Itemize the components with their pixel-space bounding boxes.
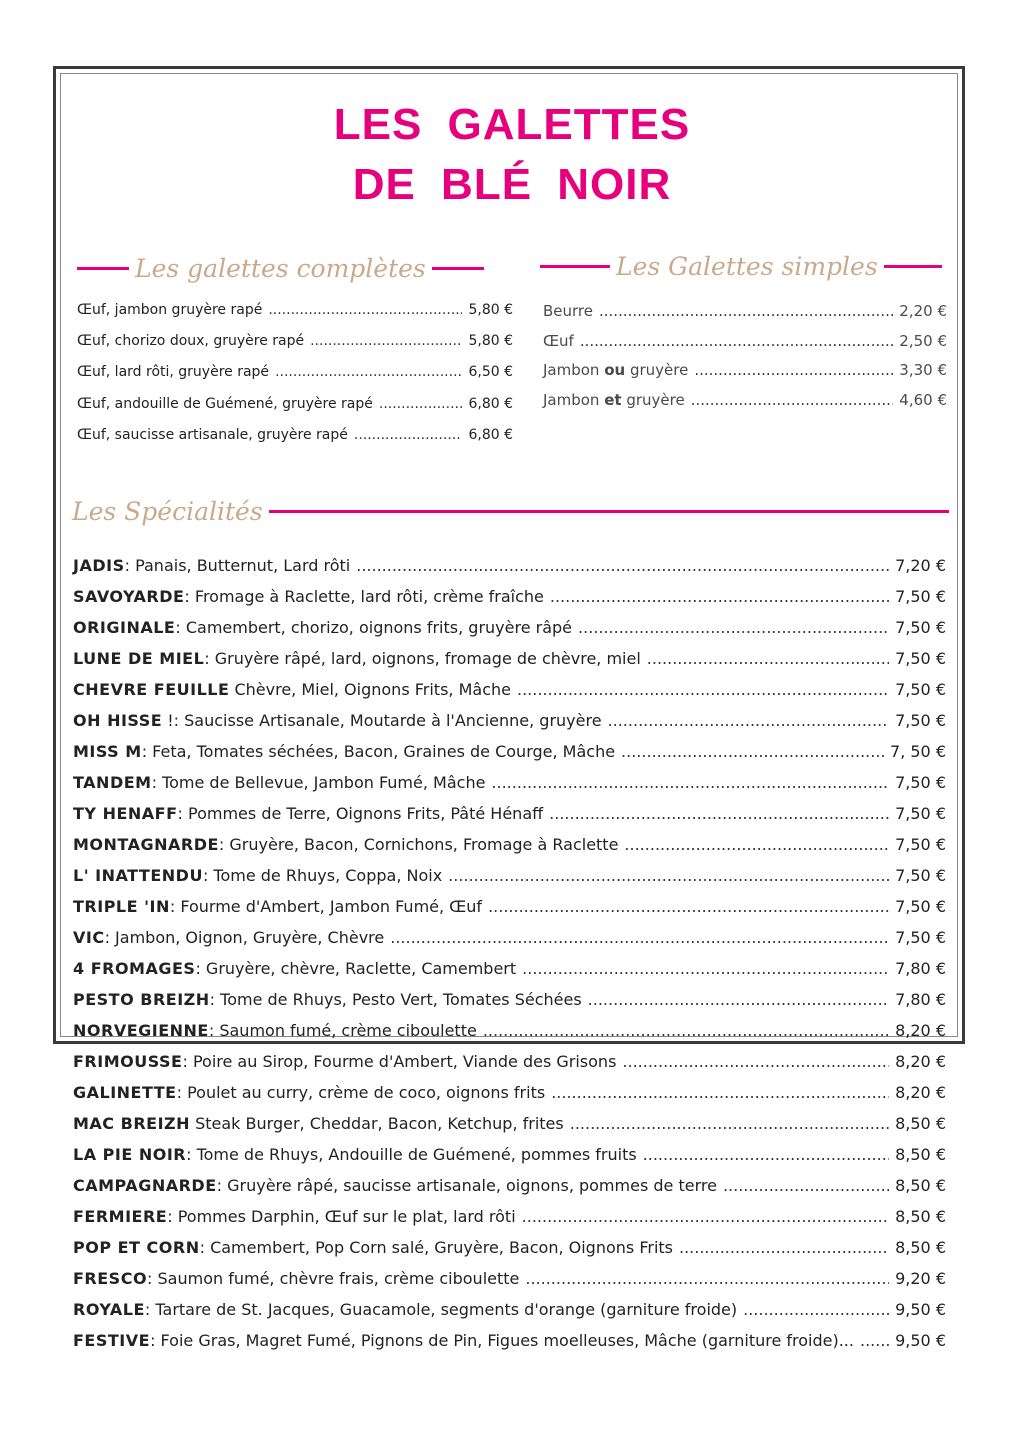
- specialty-row: [73, 959, 946, 990]
- specialty-description: !: Saucisse Artisanale, Moutarde à l'Ancienne, gruyère: [162, 711, 602, 730]
- section-heading-special: [72, 497, 949, 526]
- specialty-label: [73, 1114, 564, 1133]
- specialty-price: 7,50 €: [895, 835, 946, 854]
- specialty-row: [73, 897, 946, 928]
- dot-leader: [522, 1207, 889, 1226]
- specialty-label: [73, 959, 516, 978]
- dot-leader: [522, 959, 889, 978]
- dot-leader: [275, 364, 462, 380]
- specialty-label: [73, 1207, 516, 1226]
- specialty-price: 7,20 €: [895, 556, 946, 575]
- specialty-price: 7,50 €: [895, 897, 946, 916]
- specialty-name: TRIPLE 'IN: [73, 897, 170, 916]
- item-price: 6,50 €: [468, 364, 513, 381]
- simple-item-row: [543, 391, 947, 421]
- specialty-label: [73, 897, 482, 916]
- specialty-price: 7,50 €: [895, 680, 946, 699]
- item-price: 6,80 €: [468, 395, 513, 412]
- dot-leader: [691, 391, 894, 409]
- specialty-row: [73, 1207, 946, 1238]
- specialty-description: : Saumon fumé, crème ciboulette: [208, 1021, 477, 1040]
- heading-rule: [269, 510, 949, 513]
- specialty-description: : Panais, Butternut, Lard rôti: [124, 556, 351, 575]
- specialty-price: 7, 50 €: [890, 742, 946, 761]
- dot-leader: [379, 396, 463, 412]
- specialty-name: MISS M: [73, 742, 142, 761]
- item-label: Œuf, chorizo doux, gruyère rapé: [77, 333, 305, 350]
- specialty-row: [73, 1021, 946, 1052]
- dot-leader: [599, 302, 893, 320]
- specialty-price: 7,50 €: [895, 773, 946, 792]
- specialty-price: 8,50 €: [895, 1114, 946, 1133]
- specialty-row: [73, 928, 946, 959]
- specialty-description: : Gruyère, Bacon, Cornichons, Fromage à Raclette: [218, 835, 619, 854]
- specialty-description: : Saumon fumé, chèvre frais, crème ciboulette: [147, 1269, 520, 1288]
- section-heading-complete-text: Les galettes complètes: [135, 254, 426, 283]
- specialty-price: 7,80 €: [895, 959, 946, 978]
- simple-item-row: [543, 302, 947, 332]
- specialty-row: [73, 1145, 946, 1176]
- specialty-price: 9,50 €: [895, 1300, 946, 1319]
- specialty-name: TANDEM: [73, 773, 152, 792]
- complete-item-row: [77, 333, 513, 364]
- item-label: Œuf, lard rôti, gruyère rapé: [77, 364, 270, 381]
- specialty-price: 7,50 €: [895, 804, 946, 823]
- specialty-row: [73, 990, 946, 1021]
- section-heading-complete: [77, 254, 484, 283]
- specialty-name: CHEVRE FEUILLE: [73, 680, 230, 699]
- complete-item-row: [77, 427, 513, 458]
- specialty-name: PESTO BREIZH: [73, 990, 210, 1009]
- specialty-description: : Tome de Bellevue, Jambon Fumé, Mâche: [151, 773, 486, 792]
- dot-leader: [578, 618, 889, 637]
- dot-leader: [624, 835, 889, 854]
- specialty-description: : Poulet au curry, crème de coco, oignons frits: [176, 1083, 546, 1102]
- item-label: Beurre: [543, 302, 593, 320]
- specialty-description: : Camembert, Pop Corn salé, Gruyère, Bacon, Oignons Frits: [199, 1238, 673, 1257]
- dot-leader: [483, 1021, 889, 1040]
- specialty-label: [73, 1021, 477, 1040]
- specialty-label: [73, 928, 384, 947]
- dot-leader: [570, 1114, 889, 1133]
- specialty-row: [73, 680, 946, 711]
- specialty-name: VIC: [73, 928, 105, 947]
- dot-leader: [580, 332, 893, 350]
- specialty-price: 8,50 €: [895, 1207, 946, 1226]
- dot-leader: [550, 587, 889, 606]
- specialty-description: : Jambon, Oignon, Gruyère, Chèvre: [104, 928, 385, 947]
- specialty-label: [73, 587, 544, 606]
- item-price: 2,20 €: [899, 302, 947, 320]
- specialty-name: LUNE DE MIEL: [73, 649, 205, 668]
- specialty-label: [73, 649, 641, 668]
- dot-leader: [743, 1300, 889, 1319]
- specialty-name: L' INATTENDU: [73, 866, 203, 885]
- dot-leader: [356, 556, 889, 575]
- specialty-name: 4 FROMAGES: [73, 959, 196, 978]
- specialties-list: [73, 556, 946, 1362]
- specialty-row: [73, 1114, 946, 1145]
- specialty-name: NORVEGIENNE: [73, 1021, 209, 1040]
- section-heading-simple: [540, 252, 942, 281]
- complete-galettes-list: [77, 302, 513, 458]
- specialty-price: 9,20 €: [895, 1269, 946, 1288]
- specialty-name: GALINETTE: [73, 1083, 177, 1102]
- specialty-row: [73, 1083, 946, 1114]
- heading-rule: [432, 267, 484, 270]
- item-price: 5,80 €: [468, 333, 513, 350]
- specialty-name: SAVOYARDE: [73, 587, 185, 606]
- specialty-name: JADIS: [73, 556, 125, 575]
- specialty-description: : Poire au Sirop, Fourme d'Ambert, Viande des Grisons: [182, 1052, 617, 1071]
- specialty-price: 7,50 €: [895, 618, 946, 637]
- specialty-row: [73, 773, 946, 804]
- dot-leader: [621, 742, 884, 761]
- specialty-description: : Tartare de St. Jacques, Guacamole, segments d'orange (garniture froide): [144, 1300, 738, 1319]
- item-price: 5,80 €: [468, 302, 513, 318]
- dot-leader: [622, 1052, 889, 1071]
- specialty-row: [73, 618, 946, 649]
- specialty-price: 7,50 €: [895, 711, 946, 730]
- section-heading-simple-text: Les Galettes simples: [616, 252, 878, 281]
- heading-rule: [540, 265, 610, 268]
- specialty-row: [73, 804, 946, 835]
- simple-item-row: [543, 332, 947, 362]
- specialty-price: 7,50 €: [895, 649, 946, 668]
- complete-item-row: [77, 364, 513, 395]
- specialty-row: [73, 742, 946, 773]
- specialty-label: [73, 1331, 854, 1350]
- specialty-name: ORIGINALE: [73, 618, 176, 637]
- dot-leader: [608, 711, 890, 730]
- item-label: Œuf, andouille de Guémené, gruyère rapé: [77, 395, 373, 412]
- specialty-name: FRIMOUSSE: [73, 1052, 183, 1071]
- specialty-price: 8,20 €: [895, 1052, 946, 1071]
- specialty-row: [73, 866, 946, 897]
- specialty-name: FRESCO: [73, 1269, 148, 1288]
- dot-leader: [390, 928, 889, 947]
- specialty-label: [73, 1052, 616, 1071]
- specialty-name: MONTAGNARDE: [73, 835, 219, 854]
- specialty-label: [73, 1238, 673, 1257]
- specialty-label: [73, 1176, 717, 1195]
- menu-title-line2: DE BLÉ NOIR: [352, 160, 672, 209]
- dot-leader: [549, 804, 889, 823]
- section-heading-special-text: Les Spécialités: [72, 497, 263, 526]
- specialty-description: : Pommes de Terre, Oignons Frits, Pâté Hénaff: [177, 804, 544, 823]
- specialty-name: FERMIERE: [73, 1207, 168, 1226]
- specialty-row: [73, 1176, 946, 1207]
- dot-leader: [525, 1269, 889, 1288]
- specialty-description: Chèvre, Miel, Oignons Frits, Mâche: [229, 680, 511, 699]
- dot-leader: [647, 649, 889, 668]
- dot-leader: [679, 1238, 889, 1257]
- specialty-price: 8,50 €: [895, 1238, 946, 1257]
- dot-leader: [448, 866, 889, 885]
- dot-leader: [723, 1176, 889, 1195]
- item-price: 6,80 €: [468, 426, 513, 443]
- specialty-description: : Tome de Rhuys, Coppa, Noix: [202, 866, 443, 885]
- specialty-label: [73, 556, 350, 575]
- dot-leader: [588, 990, 889, 1009]
- specialty-price: 8,20 €: [895, 1021, 946, 1040]
- complete-item-row: [77, 302, 513, 333]
- dot-leader: [354, 427, 463, 443]
- item-price: 3,30 €: [899, 361, 947, 379]
- dot-leader: [694, 361, 893, 379]
- specialty-description: : Tome de Rhuys, Andouille de Guémené, pommes fruits: [186, 1145, 637, 1164]
- specialty-label: [73, 1145, 637, 1164]
- item-price: 2,50 €: [899, 331, 947, 350]
- specialty-row: [73, 587, 946, 618]
- heading-rule: [884, 265, 942, 268]
- specialty-row: [73, 1300, 946, 1331]
- specialty-label: [73, 835, 618, 854]
- dot-leader: [643, 1145, 889, 1164]
- dot-leader: [488, 897, 889, 916]
- specialty-price: 8,50 €: [895, 1145, 946, 1164]
- specialty-price: 7,50 €: [895, 928, 946, 947]
- specialty-row: [73, 649, 946, 680]
- specialty-name: MAC BREIZH: [73, 1114, 191, 1133]
- heading-rule: [77, 267, 129, 270]
- specialty-row: [73, 1331, 946, 1362]
- complete-item-row: [77, 396, 513, 427]
- specialty-name: TY HENAFF: [73, 804, 178, 823]
- specialty-row: [73, 1269, 946, 1300]
- specialty-description: : Tome de Rhuys, Pesto Vert, Tomates Séchées: [209, 990, 582, 1009]
- specialty-name: ROYALE: [73, 1300, 145, 1319]
- specialty-name: OH HISSE: [73, 711, 163, 730]
- specialty-label: [73, 1269, 519, 1288]
- specialty-label: [73, 742, 615, 761]
- specialty-row: [73, 1052, 946, 1083]
- specialty-row: [73, 1238, 946, 1269]
- dot-leader: [551, 1083, 889, 1102]
- specialty-name: CAMPAGNARDE: [73, 1176, 217, 1195]
- specialty-description: : Fourme d'Ambert, Jambon Fumé, Œuf: [169, 897, 483, 916]
- dot-leader: [517, 680, 889, 699]
- specialty-label: [73, 1300, 737, 1319]
- item-label: Œuf: [543, 331, 574, 350]
- item-price: 4,60 €: [899, 390, 947, 409]
- specialty-description: : Pommes Darphin, Œuf sur le plat, lard rôti: [167, 1207, 516, 1226]
- specialty-row: [73, 835, 946, 866]
- specialty-price: 8,20 €: [895, 1083, 946, 1102]
- specialty-name: POP ET CORN: [73, 1238, 200, 1257]
- specialty-label: [73, 1083, 545, 1102]
- specialty-label: [73, 866, 442, 885]
- specialty-label: [73, 990, 582, 1009]
- specialty-name: FESTIVE: [73, 1331, 151, 1350]
- specialty-price: 7,50 €: [895, 587, 946, 606]
- specialty-row: [73, 556, 946, 587]
- item-label: Œuf, saucisse artisanale, gruyère rapé: [77, 426, 348, 443]
- specialty-label: [73, 618, 572, 637]
- specialty-description: : Foie Gras, Magret Fumé, Pignons de Pin, Figues moelleuses, Mâche (garniture froide)...: [150, 1331, 854, 1350]
- dot-leader: [860, 1331, 889, 1350]
- specialty-row: [73, 711, 946, 742]
- simple-galettes-list: [543, 302, 947, 420]
- item-label: Jambon et gruyère: [543, 390, 685, 409]
- specialty-description: : Fromage à Raclette, lard rôti, crème fraîche: [184, 587, 544, 606]
- menu-title-line1: LES GALETTES: [333, 100, 691, 149]
- specialty-label: [73, 773, 485, 792]
- specialty-label: [73, 804, 543, 823]
- item-label: Œuf, jambon gruyère rapé: [77, 302, 263, 318]
- specialty-label: [73, 680, 511, 699]
- specialty-description: Steak Burger, Cheddar, Bacon, Ketchup, frites: [190, 1114, 564, 1133]
- simple-item-row: [543, 361, 947, 391]
- specialty-name: LA PIE NOIR: [73, 1145, 187, 1164]
- item-label: Jambon ou gruyère: [543, 361, 689, 379]
- specialty-description: : Camembert, chorizo, oignons frits, gruyère râpé: [175, 618, 573, 637]
- specialty-price: 8,50 €: [895, 1176, 946, 1195]
- specialty-description: : Gruyère, chèvre, Raclette, Camembert: [195, 959, 517, 978]
- specialty-price: 9,50 €: [895, 1331, 946, 1350]
- specialty-description: : Gruyère râpé, saucisse artisanale, oignons, pommes de terre: [216, 1176, 717, 1195]
- specialty-description: : Gruyère râpé, lard, oignons, fromage de chèvre, miel: [204, 649, 641, 668]
- specialty-price: 7,80 €: [895, 990, 946, 1009]
- dot-leader: [268, 302, 462, 318]
- dot-leader: [491, 773, 889, 792]
- dot-leader: [310, 333, 462, 349]
- specialty-price: 7,50 €: [895, 866, 946, 885]
- specialty-description: : Feta, Tomates séchées, Bacon, Graines de Courge, Mâche: [141, 742, 616, 761]
- specialty-label: [73, 711, 602, 730]
